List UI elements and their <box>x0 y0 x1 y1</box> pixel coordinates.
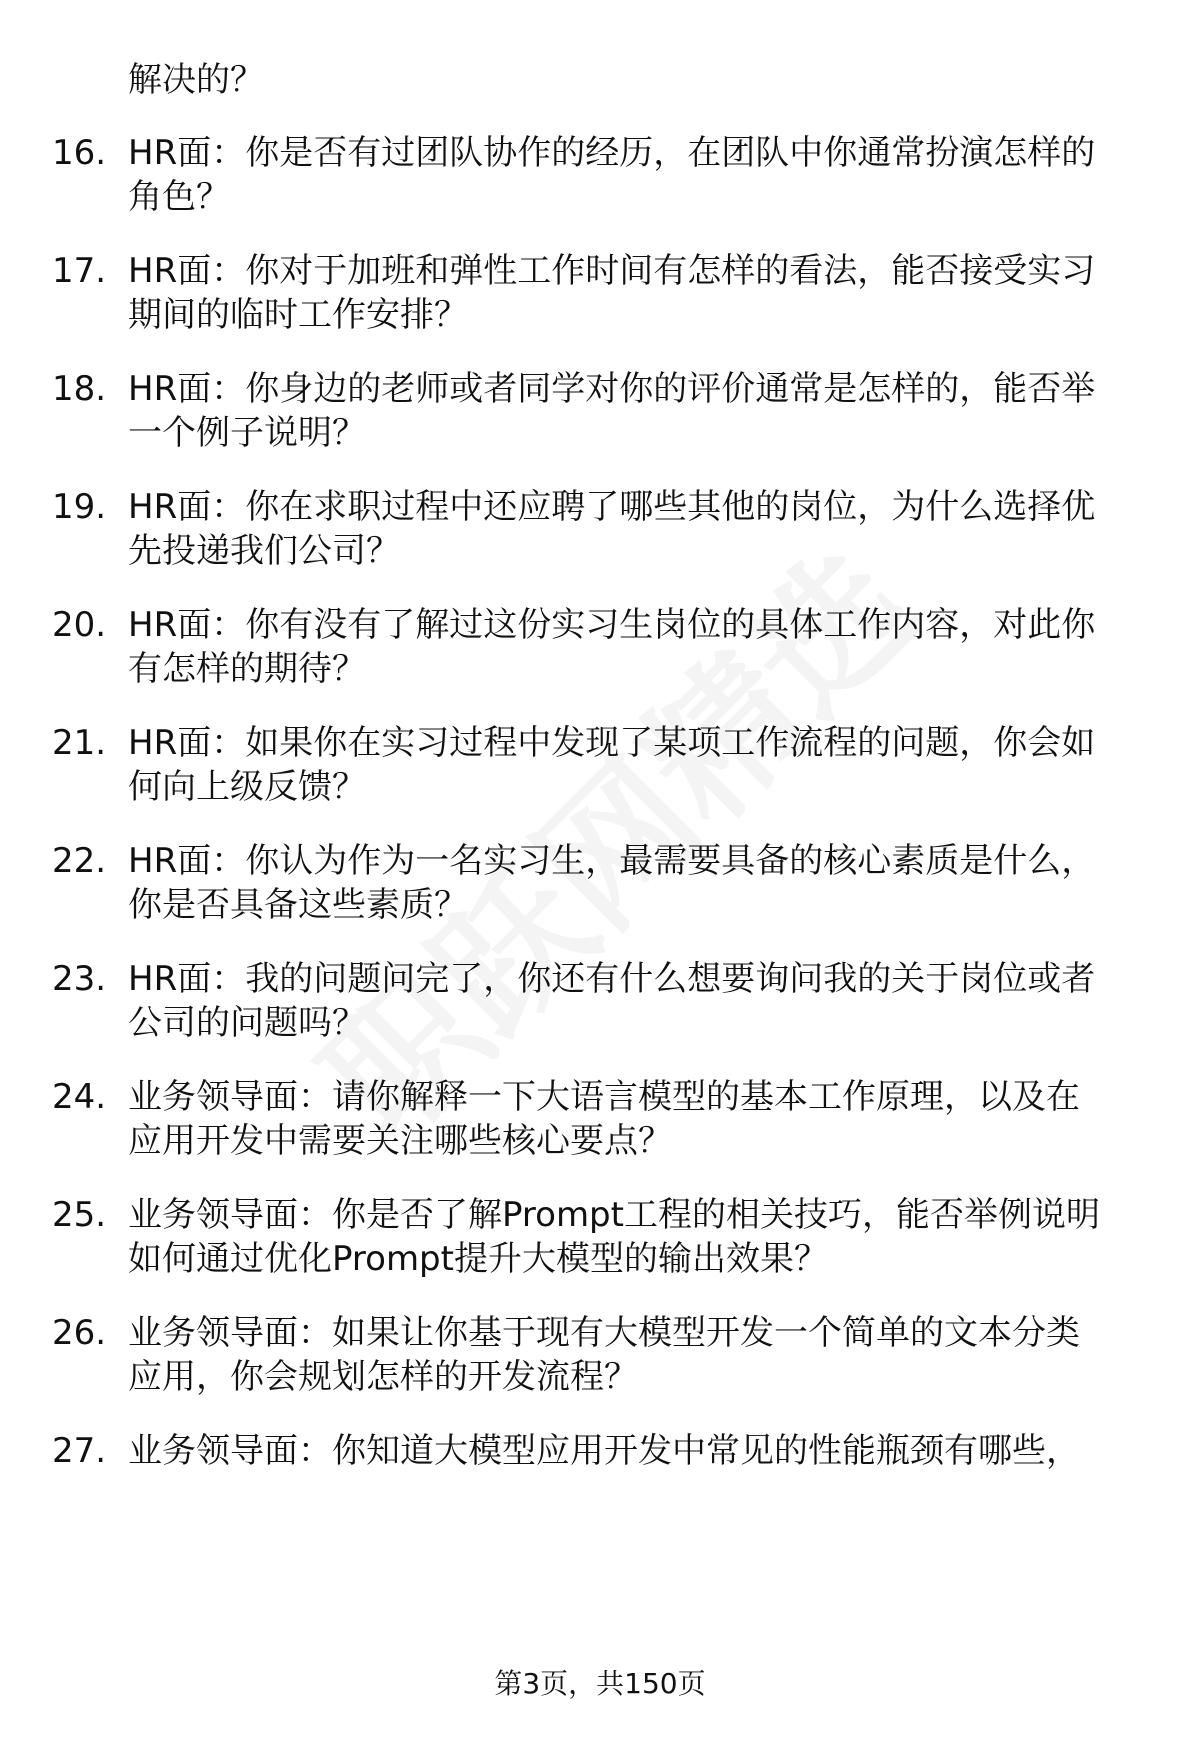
question-number: 24. <box>52 1077 107 1117</box>
question-number: 16. <box>52 133 107 173</box>
question-text-line2: 公司的问题吗？ <box>128 1003 366 1043</box>
question-text-line2: 有怎样的期待？ <box>128 649 366 689</box>
question-text-line1: HR面：你有没有了解过这份实习生岗位的具体工作内容，对此你 <box>128 605 1096 645</box>
question-number: 21. <box>52 723 107 763</box>
question-number: 27. <box>52 1431 107 1471</box>
question-text-line2: 先投递我们公司？ <box>128 531 400 571</box>
question-item-24 <box>0 1075 1200 1165</box>
question-item-22 <box>0 839 1200 929</box>
question-item-20 <box>0 603 1200 693</box>
question-number: 22. <box>52 841 107 881</box>
question-text-line1: HR面：你在求职过程中还应聘了哪些其他的岗位，为什么选择优 <box>128 487 1096 527</box>
question-text-line2: 应用开发中需要关注哪些核心要点？ <box>128 1121 672 1161</box>
question-text-line1: 业务领导面：你是否了解Prompt工程的相关技巧，能否举例说明 <box>128 1195 1100 1235</box>
question-text-line2: 应用，你会规划怎样的开发流程？ <box>128 1357 638 1397</box>
question-text-line2: 你是否具备这些素质？ <box>128 885 468 925</box>
question-text-line1: 业务领导面：请你解释一下大语言模型的基本工作原理，以及在 <box>128 1077 1080 1117</box>
question-number: 23. <box>52 959 107 999</box>
page-footer: 第3页，共150页 <box>494 1667 706 1700</box>
question-text-line1: HR面：你是否有过团队协作的经历，在团队中你通常扮演怎样的 <box>128 133 1096 173</box>
question-text-line2: 如何通过优化Prompt提升大模型的输出效果？ <box>128 1239 828 1279</box>
question-item-25 <box>0 1193 1200 1283</box>
question-text-line2: 一个例子说明？ <box>128 413 366 453</box>
question-item-19 <box>0 485 1200 575</box>
question-text-line1: HR面：你认为作为一名实习生，最需要具备的核心素质是什么， <box>128 841 1096 881</box>
question-text-line1: HR面：如果你在实习过程中发现了某项工作流程的问题，你会如 <box>128 723 1096 763</box>
question-item-18 <box>0 367 1200 457</box>
question-text-line1: HR面：你身边的老师或者同学对你的评价通常是怎样的，能否举 <box>128 369 1096 409</box>
question-number: 17. <box>52 251 107 291</box>
question-number: 19. <box>52 487 107 527</box>
question-number: 18. <box>52 369 107 409</box>
question-number: 26. <box>52 1313 107 1353</box>
question-text-line2: 何向上级反馈？ <box>128 767 366 807</box>
question-item-23 <box>0 957 1200 1047</box>
question-item-26 <box>0 1311 1200 1401</box>
question-item-21 <box>0 721 1200 811</box>
question-text-line1: 业务领导面：你知道大模型应用开发中常见的性能瓶颈有哪些， <box>128 1431 1080 1471</box>
question-text-line1: 业务领导面：如果让你基于现有大模型开发一个简单的文本分类 <box>128 1313 1080 1353</box>
question-text-line1: HR面：你对于加班和弹性工作时间有怎样的看法，能否接受实习 <box>128 251 1096 291</box>
continuation-text: 解决的？ <box>128 60 264 100</box>
question-text-line2: 期间的临时工作安排？ <box>128 295 468 335</box>
question-item-27 <box>0 1429 1200 1519</box>
question-item-17 <box>0 249 1200 339</box>
question-item-16 <box>0 131 1200 221</box>
question-text-line2: 角色？ <box>128 177 230 217</box>
question-text-line1: HR面：我的问题问完了，你还有什么想要询问我的关于岗位或者 <box>128 959 1096 999</box>
question-number: 20. <box>52 605 107 645</box>
question-number: 25. <box>52 1195 107 1235</box>
